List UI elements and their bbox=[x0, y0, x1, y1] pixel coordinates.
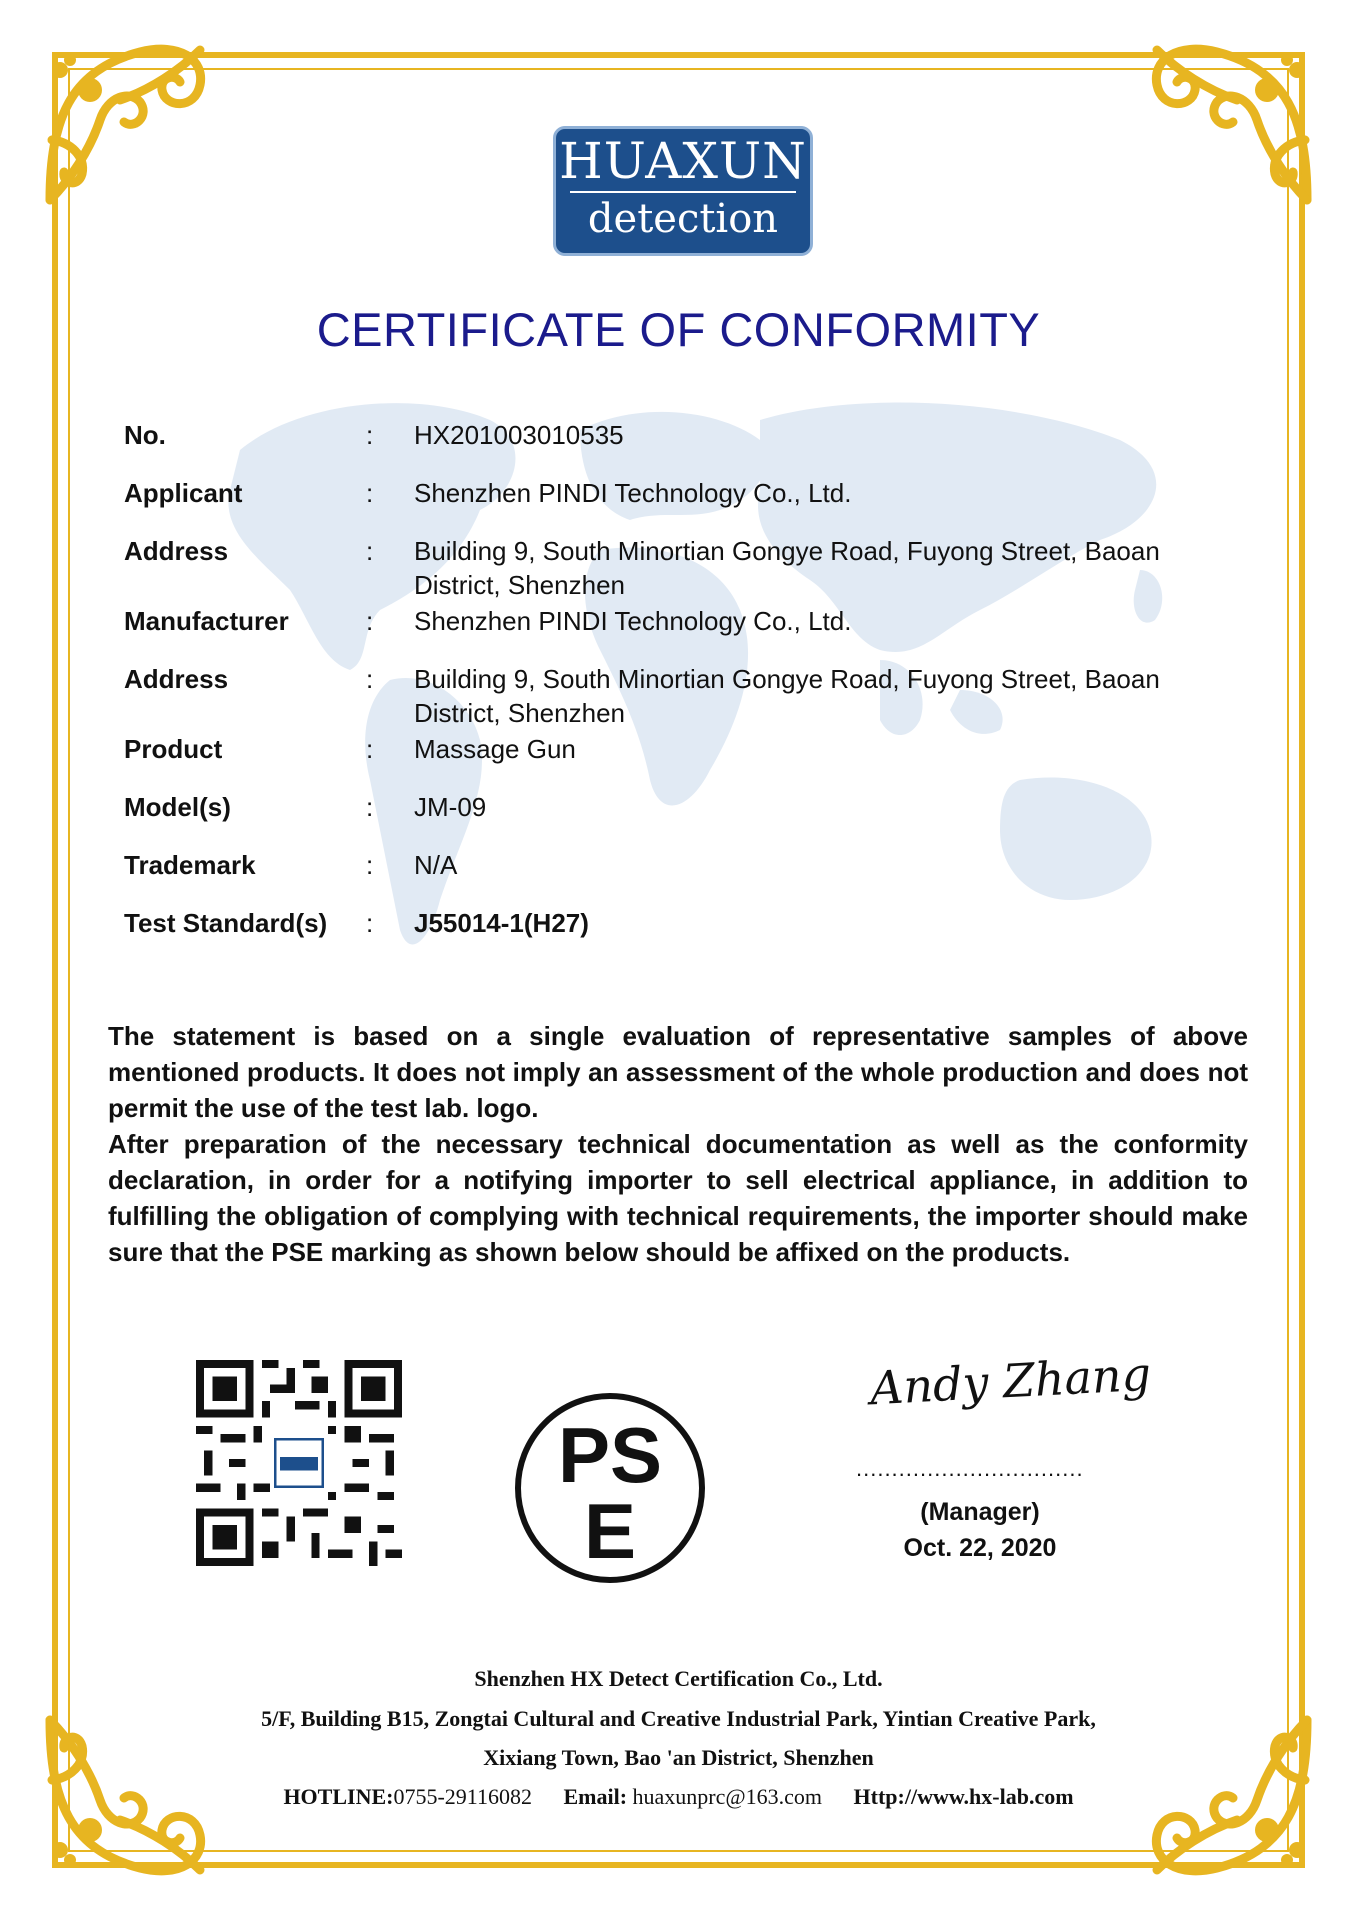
field-colon: : bbox=[366, 420, 374, 450]
hotline-number: 0755-29116082 bbox=[393, 1784, 532, 1809]
footer-company: Shenzhen HX Detect Certification Co., Ltd. bbox=[474, 1666, 883, 1691]
field-colon: : bbox=[366, 734, 374, 764]
field-value: J55014-1(H27) bbox=[414, 908, 589, 938]
field-value: JM-09 bbox=[414, 792, 487, 822]
issue-date: Oct. 22, 2020 bbox=[903, 1534, 1057, 1562]
field-label: Applicant bbox=[124, 478, 243, 508]
field-manufacturer bbox=[124, 604, 1234, 662]
field-label: Address bbox=[124, 536, 229, 566]
corner-ornament-icon bbox=[1137, 30, 1327, 220]
email-address: huaxunprc@163.com bbox=[632, 1784, 823, 1809]
field-colon: : bbox=[366, 792, 374, 822]
qr-code-icon bbox=[196, 1360, 402, 1566]
manager-signature: Andy Zhang bbox=[868, 1346, 1153, 1416]
field-label: Address bbox=[124, 664, 229, 694]
field-colon: : bbox=[366, 478, 374, 508]
logo-subtitle: detection bbox=[587, 196, 779, 242]
field-colon: : bbox=[366, 664, 374, 694]
field-value: Shenzhen PINDI Technology Co., Ltd. bbox=[414, 478, 852, 508]
footer-address-line-2: Xixiang Town, Bao 'an District, Shenzhen bbox=[483, 1745, 874, 1770]
field-label: Trademark bbox=[124, 850, 256, 880]
email-label: Email: bbox=[563, 1784, 628, 1809]
field-value: Building 9, South Minortian Gongye Road, Fuyong Street, Baoan bbox=[414, 664, 1160, 694]
field-value: Building 9, South Minortian Gongye Road, Fuyong Street, Baoan bbox=[414, 536, 1160, 566]
statement-paragraph-2: After preparation of the necessary technical documentation as well as the conformity declaration, in order for a notifying importer to sell electrical appliance, in addition to fulfilling the obligation of complying with technical requirements, the importer should make sure that the PSE marking as shown below should be affixed on the products. bbox=[108, 1129, 1248, 1267]
statement-paragraph-1: The statement is based on a single evaluation of representative samples of above mentioned products. It does not imply an assessment of the whole production and does not permit the use of the test lab. logo. bbox=[108, 1021, 1248, 1123]
signature-line: ................................ bbox=[856, 1456, 1084, 1481]
field-value-line2: District, Shenzhen bbox=[414, 698, 625, 728]
field-label: Model(s) bbox=[124, 792, 231, 822]
field-applicant-address bbox=[124, 534, 1234, 604]
field-colon: : bbox=[366, 606, 374, 636]
field-label: No. bbox=[124, 420, 166, 450]
pse-mark-icon bbox=[512, 1390, 708, 1586]
field-label: Test Standard(s) bbox=[124, 908, 328, 938]
certificate-title: CERTIFICATE OF CONFORMITY bbox=[316, 303, 1041, 356]
field-product bbox=[124, 732, 1234, 790]
field-applicant bbox=[124, 476, 1234, 534]
field-value-line2: District, Shenzhen bbox=[414, 570, 625, 600]
field-colon: : bbox=[366, 850, 374, 880]
field-trademark bbox=[124, 848, 1234, 906]
field-test-standards bbox=[124, 906, 1234, 964]
field-colon: : bbox=[366, 908, 374, 938]
field-value: N/A bbox=[414, 850, 458, 880]
pse-mark-top-text: PS bbox=[557, 1411, 663, 1499]
signatory-role: (Manager) bbox=[920, 1498, 1040, 1526]
website-link[interactable]: Http://www.hx-lab.com bbox=[853, 1784, 1074, 1809]
field-value: HX201003010535 bbox=[414, 420, 624, 450]
field-models bbox=[124, 790, 1234, 848]
field-value: Shenzhen PINDI Technology Co., Ltd. bbox=[414, 606, 852, 636]
footer-address-line-1: 5/F, Building B15, Zongtai Cultural and Creative Industrial Park, Yintian Creative Park, bbox=[261, 1706, 1096, 1731]
hotline-label: HOTLINE: bbox=[283, 1784, 394, 1809]
footer-contact bbox=[0, 1784, 1357, 1810]
field-label: Manufacturer bbox=[124, 606, 289, 636]
field-colon: : bbox=[366, 536, 374, 566]
logo-title: HUAXUN bbox=[559, 132, 807, 190]
huaxun-logo bbox=[553, 126, 813, 256]
field-value: Massage Gun bbox=[414, 734, 576, 764]
field-manufacturer-address bbox=[124, 662, 1234, 732]
corner-ornament-icon bbox=[30, 30, 220, 220]
pse-mark-bottom-text: E bbox=[583, 1487, 637, 1575]
field-number bbox=[124, 418, 1234, 476]
field-label: Product bbox=[124, 734, 223, 764]
statement-text bbox=[108, 1018, 1248, 1270]
certificate-fields bbox=[124, 418, 1234, 964]
